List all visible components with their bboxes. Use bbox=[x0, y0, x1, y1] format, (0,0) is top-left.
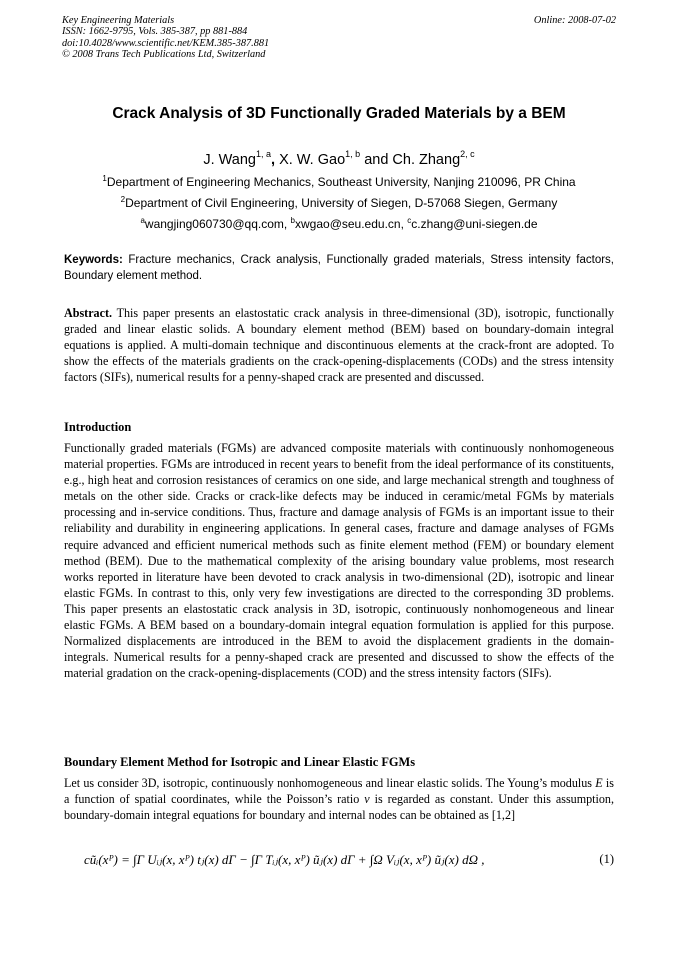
bem-text: is regarded as constant. Under this assumption, boundary-domain integral equations for boundary and internal nodes can be obtained as [1,2] bbox=[64, 792, 614, 823]
keywords-text: Fracture mechanics, Crack analysis, Functionally graded materials, Stress intensity factors, Boundary element method. bbox=[64, 254, 614, 282]
journal-header bbox=[62, 15, 616, 61]
doi-line[interactable]: doi:10.4028/www.scientific.net/KEM.385-387.881 bbox=[62, 37, 270, 49]
keywords-label: Keywords: bbox=[64, 254, 123, 266]
bem-paragraph bbox=[64, 775, 614, 823]
email-superscript: a bbox=[140, 216, 145, 225]
author-name: J. Wang bbox=[203, 151, 256, 168]
author-superscript: 2, c bbox=[460, 149, 475, 159]
affiliation-1 bbox=[30, 174, 648, 189]
email-link[interactable]: c.zhang@uni-siegen.de bbox=[411, 217, 538, 231]
bem-text: Let us consider 3D, isotropic, continuously nonhomogeneous and linear elastic solids. The Young’s modulus bbox=[64, 776, 596, 790]
abstract-text: This paper presents an elastostatic crack analysis in three-dimensional (3D), isotropic, functionally graded and linear elastic solids. A boundary element method (BEM) based on boundary-domain integral equations is applied. A multi-domain technique and discontinuous elements at the crack-front are adopted. To show the effects of the materials gradients on the crack-opening-displacements (CODs) and the stress intensity factors (SIFs), numerical results for a penny-shaped crack are presented and discussed. bbox=[64, 306, 614, 385]
online-date: Online: 2008-07-02 bbox=[533, 15, 616, 26]
paper-title: Crack Analysis of 3D Functionally Graded Materials by a BEM bbox=[112, 105, 566, 122]
affiliation-text: Department of Civil Engineering, University of Siegen, D-57068 Siegen, Germany bbox=[125, 196, 558, 210]
author-separator: , bbox=[271, 151, 280, 168]
affiliation-text: Department of Engineering Mechanics, Southeast University, Nanjing 210096, PR China bbox=[106, 175, 576, 189]
issn-line: ISSN: 1662-9795, Vols. 385-387, pp 881-884 bbox=[62, 26, 248, 38]
journal-name: Key Engineering Materials bbox=[62, 15, 175, 26]
introduction-heading: Introduction bbox=[64, 420, 132, 434]
keywords-paragraph bbox=[64, 253, 614, 284]
equation-1 bbox=[84, 852, 614, 868]
author-superscript: 1, b bbox=[345, 149, 361, 159]
equation-expression: cũᵢ(xᴾ) = ∫Γ Uᵢⱼ(x, xᴾ) tⱼ(x) dΓ − ∫Γ Tᵢⱼ(x, xᴾ) ũⱼ(x) dΓ + ∫Ω Vᵢⱼ(x, xᴾ) ũⱼ(x) dΩ , bbox=[84, 852, 485, 867]
equation-number: (1) bbox=[599, 852, 614, 866]
bem-section-heading: Boundary Element Method for Isotropic and Linear Elastic FGMs bbox=[64, 755, 416, 769]
bem-text: is a function of spatial coordinates, while the Poisson’s ratio bbox=[64, 776, 614, 807]
email-superscript: c bbox=[407, 216, 412, 225]
abstract-paragraph bbox=[64, 305, 614, 385]
copyright-line: © 2008 Trans Tech Publications Ltd, Switzerland bbox=[62, 49, 266, 61]
author-name: X. W. Gao bbox=[279, 151, 346, 168]
poisson-ratio-symbol: ν bbox=[364, 792, 370, 807]
abstract-label: Abstract. bbox=[64, 306, 113, 320]
author-separator: and bbox=[360, 151, 393, 168]
author-superscript: 1, a bbox=[255, 149, 271, 159]
email-line bbox=[30, 216, 648, 231]
affiliation-superscript: 2 bbox=[120, 195, 126, 204]
email-link[interactable]: wangjing060730@qq.com, bbox=[144, 217, 291, 231]
email-link[interactable]: xwgao@seu.edu.cn, bbox=[295, 217, 408, 231]
affiliation-2 bbox=[30, 195, 648, 210]
email-superscript: b bbox=[290, 216, 295, 225]
youngs-modulus-symbol: E bbox=[595, 776, 603, 790]
affiliation-superscript: 1 bbox=[102, 174, 107, 183]
author-name: Ch. Zhang bbox=[392, 151, 461, 168]
introduction-paragraph: Functionally graded materials (FGMs) are advanced composite materials with continuously nonhomogeneous material properties. FGMs are introduced in recent years to benefit from the ideal performance of its constituents, e.g., high heat and corrosion resistances of ceramics on one side, and large mechanical strength and toughness of metals on the other side. Cracks or crack-like defects may be induced in ceramic/metal FGMs by materials processing and in-service conditions. Thus, fracture and damage analysis of FGMs is an important issue to their reliability and durability in engineering applications. In general cases, fracture and damage analyses of FGMs require advanced and efficient numerical methods such as finite element method (FEM) or boundary element method (BEM). Due to the mathematical complexity of the arising boundary value problems, most research works reported in literature have been devoted to crack analysis in two-dimensional (2D), isotropic and linear elastic FGMs. In contrast to this, only very few investigations are directed to the corresponding 3D problems. This paper presents an elastostatic crack analysis in 3D, isotropic, continuously nonhomogeneous and linear elastic FGMs. A BEM based on a boundary-domain integral equation formulation is applied for this purpose. Normalized displacements are introduced in the BEM to avoid the displacement gradients in the domain-integrals. Numerical results for a penny-shaped crack are presented and discussed to show the effects of the material gradation on the crack-opening-displacements (COD) and the stress intensity factors (SIFs). bbox=[64, 441, 614, 681]
author-list bbox=[40, 150, 638, 168]
